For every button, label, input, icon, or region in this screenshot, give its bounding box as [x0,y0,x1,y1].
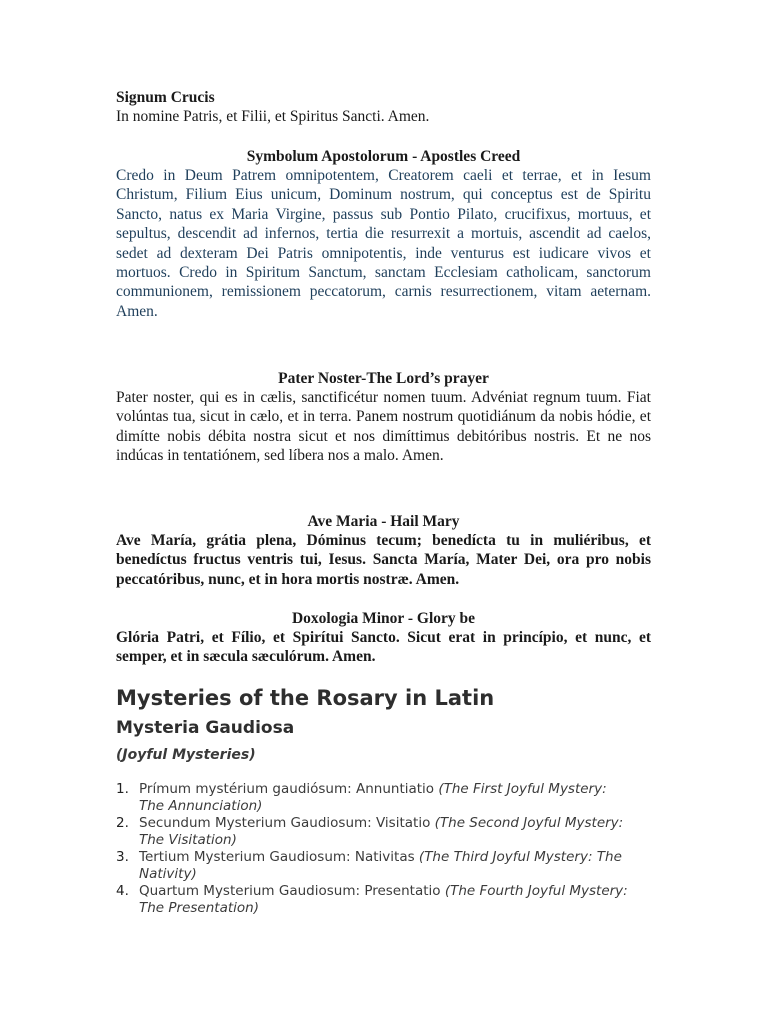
apostles-creed-text: Credo in Deum Patrem omnipotentem, Creatorem caeli et terrae, et in Iesum Christum, Filium Eius unicum, Dominum nostrum, qui conceptus est de Spiritu Sancto, natus ex Maria Virgine, passus sub Pontio Pilato, crucifixus, mortuus, et sepultus, descendit ad infernos, tertia die resurrexit a mortuis, ascendit ad caelos, sedet ad dexteram Dei Patris omnipotentis, inde venturus est iudicare vivos et mortuos. Credo in Spiritum Sanctum, sanctam Ecclesiam catholicam, sanctorum communionem, remissionem peccatorum, carnis resurrectionem, vitam aeternam. Amen. [116,167,651,320]
doxologia-title: Doxologia Minor - Glory be [291,610,476,627]
list-number: 2. [116,815,129,831]
list-item [116,883,636,916]
doxologia-text: Glória Patri, et Fílio, et Spirítui Sancto. Sicut erat in princípio, et nunc, et semper, et in sæcula sæculórum. Amen. [116,629,651,666]
list-item [116,849,636,882]
doxologia-section [116,609,651,667]
mystery-english: (The Fourth Joyful Mystery: The Presentation) [139,883,628,916]
mystery-latin: Quartum Mysterium Gaudiosum: Presentatio [139,883,445,899]
mysteries-list [116,781,636,916]
mysteria-gaudiosa-heading: Mysteria Gaudiosa [116,718,295,738]
list-number: 3. [116,849,129,865]
ave-maria-title: Ave Maria - Hail Mary [307,513,460,530]
ave-maria-section [116,512,651,589]
apostles-creed-section [116,147,651,321]
list-item [116,781,636,814]
apostles-creed-title: Symbolum Apostolorum - Apostles Creed [246,148,521,165]
mystery-latin: Tertium Mysterium Gaudiosum: Nativitas [139,849,419,865]
list-number: 1. [116,781,129,797]
mystery-english: (The Second Joyful Mystery: The Visitation) [139,815,624,848]
pater-noster-text: Pater noster, qui es in cælis, sanctificétur nomen tuum. Advéniat regnum tuum. Fiat volúntas tua, sicut in cælo, et in terra. Panem nostrum quotidiánum da nobis hódie, et dimítte nobis débita nostra sicut et nos dimíttimus debitóribus nostris. Et ne nos indúcas in tentatiónem, sed líbera nos a malo. Amen. [116,389,651,465]
mystery-latin: Secundum Mysterium Gaudiosum: Visitatio [139,815,435,831]
joyful-mysteries-caption: (Joyful Mysteries) [116,747,256,763]
signum-crucis-text: In nomine Patris, et Filii, et Spiritus Sancti. Amen. [116,108,430,125]
mystery-latin: Prímum mystérium gaudiósum: Annuntiatio [139,781,439,797]
list-item [116,815,636,848]
list-number: 4. [116,883,129,899]
pater-noster-section [116,369,651,466]
signum-crucis-section [116,88,651,126]
mysteries-heading: Mysteries of the Rosary in Latin [116,686,495,710]
mysteries-section [116,685,651,917]
ave-maria-text: Ave María, grátia plena, Dóminus tecum; benedícta tu in muliéribus, et benedíctus fructus ventris tui, Iesus. Sancta María, Mater Dei, ora pro nobis peccatóribus, nunc, et in hora mortis nostræ. Amen. [116,532,651,588]
mystery-english: (The Third Joyful Mystery: The Nativity) [139,849,622,882]
pater-noster-title: Pater Noster-The Lord’s prayer [278,370,489,387]
signum-crucis-title: Signum Crucis [116,89,215,106]
mystery-english: (The First Joyful Mystery: The Annunciation) [139,781,607,814]
